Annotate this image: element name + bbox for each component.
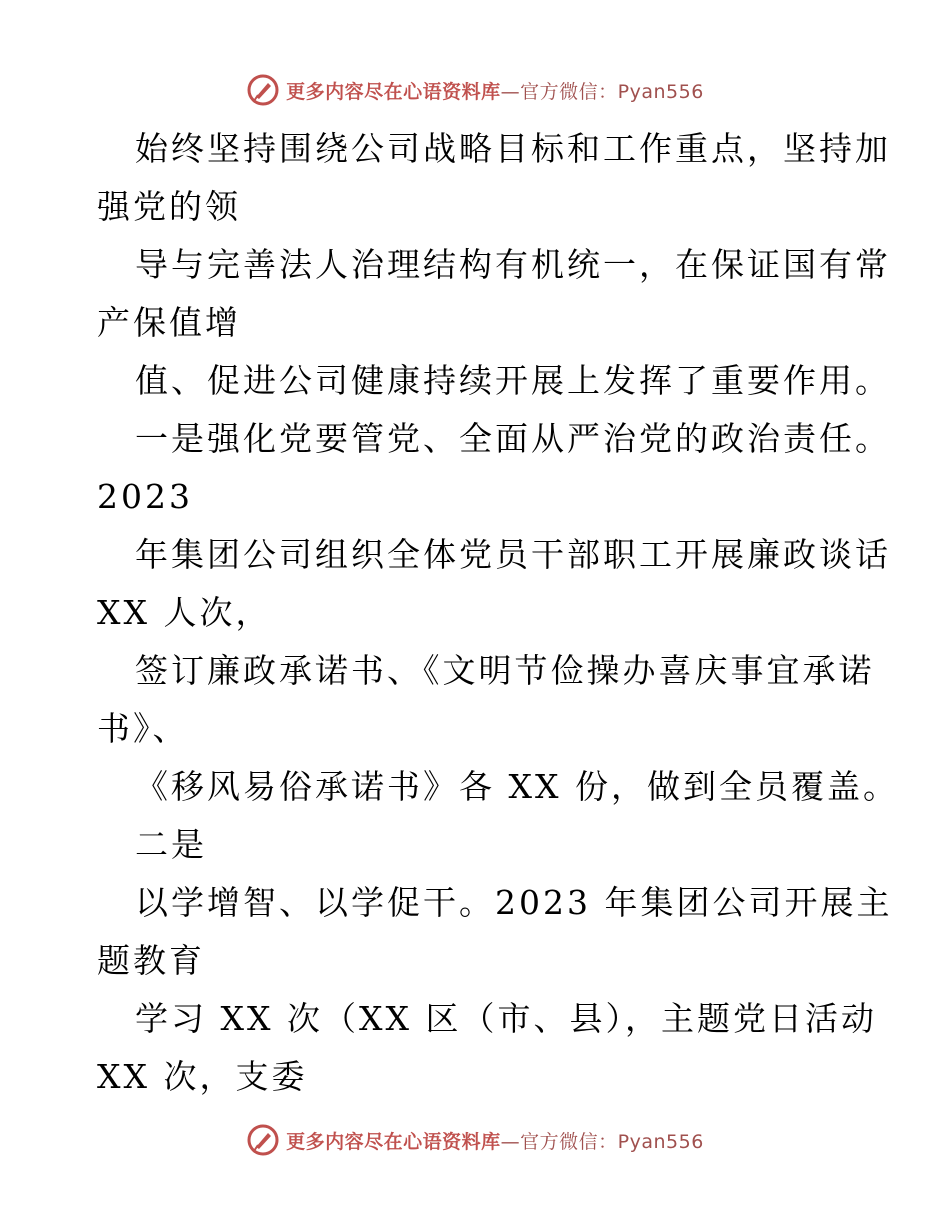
body-line-12: 《移风易俗承诺书》各 XX 份，做到全员覆盖。 xyxy=(135,767,899,806)
body-line-7: 2023 xyxy=(97,477,193,516)
body-line-13: 二是 xyxy=(135,825,207,864)
site-text: 更多内容尽在心语资料库 xyxy=(286,80,501,103)
quill-seal-icon xyxy=(246,73,280,107)
body-line-14: 以学增智、以学促干。2023 年集团公司开展主 xyxy=(135,883,893,922)
body-line-11: 书》、 xyxy=(97,709,189,748)
site-text: 更多内容尽在心语资料库 xyxy=(286,1130,501,1153)
banner-dash: — xyxy=(500,1130,521,1153)
wechat-text: 官方微信：Pyan556 xyxy=(520,80,704,103)
body-line-9: XX 人次， xyxy=(97,593,272,632)
banner-text xyxy=(286,77,704,104)
body-line-16: 学习 XX 次（XX 区（市、县），主题党日活动 xyxy=(135,999,877,1038)
header-banner xyxy=(0,70,950,110)
banner-text xyxy=(286,1127,704,1154)
quill-seal-icon xyxy=(246,1123,280,1157)
footer-banner xyxy=(0,1120,950,1160)
body-line-3: 导与完善法人治理结构有机统一，在保证国有常 xyxy=(135,245,891,284)
body-line-17: XX 次，支委 xyxy=(97,1057,308,1096)
body-line-4: 产保值增 xyxy=(97,303,241,342)
body-line-15: 题教育 xyxy=(97,941,205,980)
body-line-8: 年集团公司组织全体党员干部职工开展廉政谈话 xyxy=(135,535,891,574)
body-line-6: 一是强化党要管党、全面从严治党的政治责任。 xyxy=(135,419,891,458)
body-line-2: 强党的领 xyxy=(97,187,241,226)
banner-dash: — xyxy=(500,80,521,103)
body-line-5: 值、促进公司健康持续开展上发挥了重要作用。 xyxy=(135,361,891,400)
wechat-text: 官方微信：Pyan556 xyxy=(520,1130,704,1153)
body-line-10: 签订廉政承诺书、《文明节俭操办喜庆事宜承诺 xyxy=(135,651,875,690)
body-line-1: 始终坚持围绕公司战略目标和工作重点，坚持加 xyxy=(135,129,891,168)
